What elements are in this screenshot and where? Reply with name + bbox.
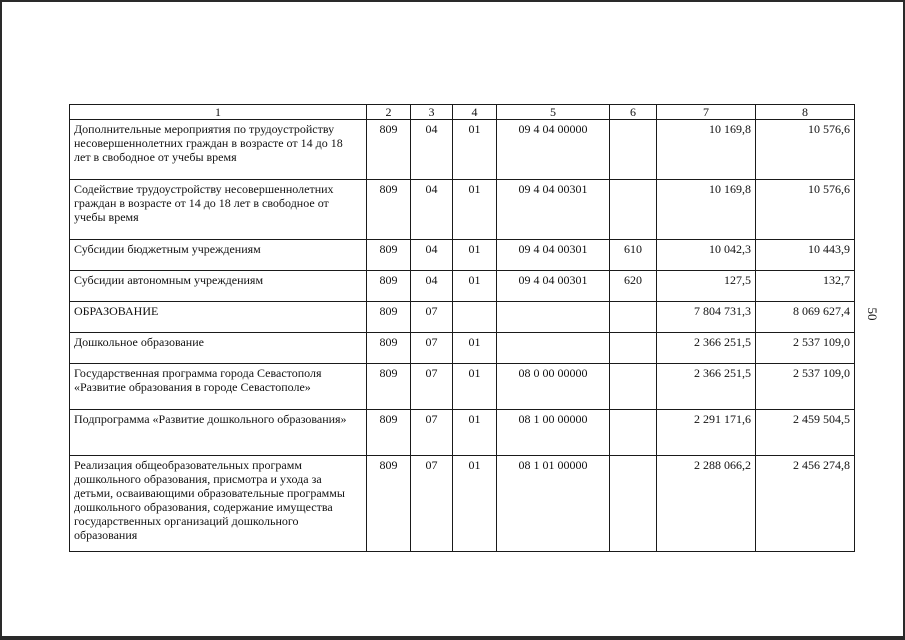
section-code: 04	[411, 180, 453, 240]
subsection-code: 01	[453, 410, 497, 456]
expense-type-code	[610, 364, 657, 410]
column-header: 7	[657, 105, 756, 120]
amount-year-1: 127,5	[657, 271, 756, 302]
amount-year-1: 10 042,3	[657, 240, 756, 271]
expense-type-code	[610, 180, 657, 240]
expense-type-code: 620	[610, 271, 657, 302]
amount-year-2: 8 069 627,4	[756, 302, 855, 333]
table-row	[70, 364, 855, 410]
table-row	[70, 240, 855, 271]
row-name: ОБРАЗОВАНИЕ	[70, 302, 367, 333]
subsection-code: 01	[453, 364, 497, 410]
table-row	[70, 410, 855, 456]
expense-type-code	[610, 302, 657, 333]
target-article-code	[497, 302, 610, 333]
header-row	[70, 105, 855, 120]
row-name: Государственная программа города Севастополя «Развитие образования в городе Севастополе»	[70, 364, 367, 410]
table-row	[70, 120, 855, 180]
ministry-code: 809	[367, 120, 411, 180]
page-number: 50	[865, 307, 880, 321]
section-code: 07	[411, 364, 453, 410]
amount-year-1: 2 291 171,6	[657, 410, 756, 456]
scan-border-left	[0, 0, 2, 640]
subsection-code: 01	[453, 120, 497, 180]
amount-year-1: 10 169,8	[657, 120, 756, 180]
section-code: 04	[411, 240, 453, 271]
amount-year-2: 132,7	[756, 271, 855, 302]
amount-year-2: 2 537 109,0	[756, 364, 855, 410]
amount-year-1: 10 169,8	[657, 180, 756, 240]
ministry-code: 809	[367, 240, 411, 271]
amount-year-2: 10 576,6	[756, 120, 855, 180]
amount-year-2: 2 456 274,8	[756, 456, 855, 552]
row-name: Субсидии автономным учреждениям	[70, 271, 367, 302]
amount-year-1: 7 804 731,3	[657, 302, 756, 333]
amount-year-1: 2 366 251,5	[657, 364, 756, 410]
subsection-code	[453, 302, 497, 333]
row-name: Субсидии бюджетным учреждениям	[70, 240, 367, 271]
amount-year-1: 2 366 251,5	[657, 333, 756, 364]
row-name: Дополнительные мероприятия по трудоустройству несовершеннолетних граждан в возрасте от 14 до 18 лет в свободное от учебы время	[70, 120, 367, 180]
amount-year-1: 2 288 066,2	[657, 456, 756, 552]
section-code: 04	[411, 271, 453, 302]
column-header: 6	[610, 105, 657, 120]
target-article-code	[497, 333, 610, 364]
target-article-code: 09 4 04 00301	[497, 240, 610, 271]
table-row	[70, 302, 855, 333]
subsection-code: 01	[453, 271, 497, 302]
target-article-code: 09 4 04 00301	[497, 271, 610, 302]
target-article-code: 08 1 01 00000	[497, 456, 610, 552]
row-name: Реализация общеобразовательных программ дошкольного образования, присмотра и ухода за детьми, осваивающими образовательные программы дошкольного образования, содержание имущества государственных организаций дошкольного образования	[70, 456, 367, 552]
budget-table	[69, 104, 855, 552]
section-code: 04	[411, 120, 453, 180]
ministry-code: 809	[367, 364, 411, 410]
subsection-code: 01	[453, 456, 497, 552]
section-code: 07	[411, 456, 453, 552]
column-header: 2	[367, 105, 411, 120]
expense-type-code	[610, 456, 657, 552]
ministry-code: 809	[367, 302, 411, 333]
target-article-code: 09 4 04 00301	[497, 180, 610, 240]
ministry-code: 809	[367, 271, 411, 302]
expense-type-code: 610	[610, 240, 657, 271]
ministry-code: 809	[367, 180, 411, 240]
ministry-code: 809	[367, 410, 411, 456]
section-code: 07	[411, 302, 453, 333]
expense-type-code	[610, 410, 657, 456]
column-header: 5	[497, 105, 610, 120]
column-header: 1	[70, 105, 367, 120]
section-code: 07	[411, 410, 453, 456]
column-header: 8	[756, 105, 855, 120]
subsection-code: 01	[453, 180, 497, 240]
table-row	[70, 271, 855, 302]
column-header: 3	[411, 105, 453, 120]
table-row	[70, 456, 855, 552]
target-article-code: 08 1 00 00000	[497, 410, 610, 456]
ministry-code: 809	[367, 333, 411, 364]
target-article-code: 09 4 04 00000	[497, 120, 610, 180]
subsection-code: 01	[453, 240, 497, 271]
amount-year-2: 2 459 504,5	[756, 410, 855, 456]
row-name: Дошкольное образование	[70, 333, 367, 364]
amount-year-2: 10 576,6	[756, 180, 855, 240]
row-name: Содействие трудоустройству несовершеннолетних граждан в возрасте от 14 до 18 лет в свободное от учебы время	[70, 180, 367, 240]
scan-border-bottom	[0, 636, 905, 640]
row-name: Подпрограмма «Развитие дошкольного образования»	[70, 410, 367, 456]
amount-year-2: 10 443,9	[756, 240, 855, 271]
table-row	[70, 180, 855, 240]
section-code: 07	[411, 333, 453, 364]
target-article-code: 08 0 00 00000	[497, 364, 610, 410]
table-row	[70, 333, 855, 364]
expense-type-code	[610, 120, 657, 180]
subsection-code: 01	[453, 333, 497, 364]
ministry-code: 809	[367, 456, 411, 552]
column-header: 4	[453, 105, 497, 120]
scan-border-top	[0, 0, 905, 2]
amount-year-2: 2 537 109,0	[756, 333, 855, 364]
expense-type-code	[610, 333, 657, 364]
